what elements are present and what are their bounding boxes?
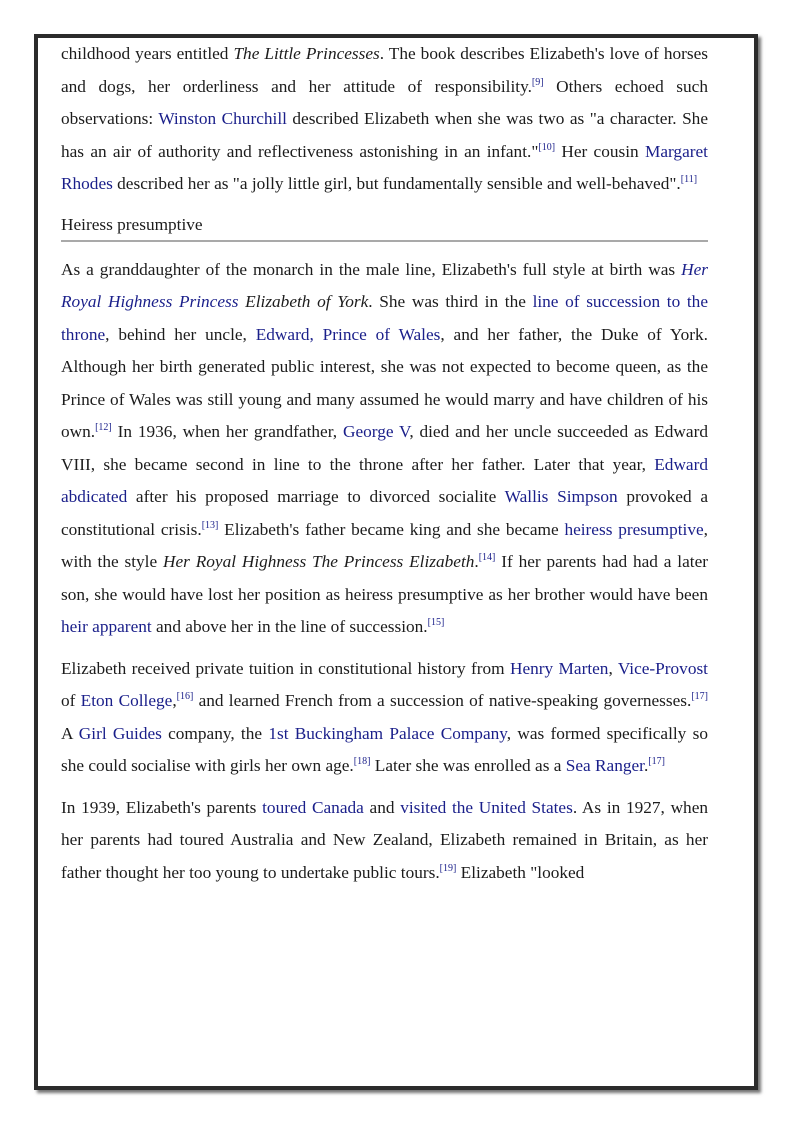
- text: In 1939, Elizabeth's parents: [61, 797, 263, 817]
- citation-17[interactable]: [17]: [691, 691, 708, 703]
- text: Others echoed such observations:: [61, 76, 708, 128]
- link-visited-united-states[interactable]: visited the United States: [400, 797, 573, 817]
- text: .: [474, 552, 479, 571]
- text: provoked a constitutional crisis.: [61, 487, 708, 539]
- paragraph-childhood: [61, 38, 708, 201]
- link-edward-prince-of-wales[interactable]: Edward, Prince of Wales: [255, 324, 441, 344]
- text: , and her father, the Duke of York. Although her birth generated public interest, she was not expected to become queen, as the Prince of Wales was still young and many assumed he would marry and have children of his own.: [61, 324, 708, 441]
- link-toured-canada[interactable]: toured Canada: [262, 797, 364, 817]
- link-george-v[interactable]: George V: [342, 422, 410, 441]
- text: Her cousin: [555, 141, 645, 161]
- link-heiress-presumptive[interactable]: heiress presumptive: [564, 519, 704, 539]
- citation-10[interactable]: [10]: [538, 141, 556, 153]
- text: As a granddaughter of the monarch in the male line, Elizabeth's full style at birth was: [61, 259, 682, 279]
- text: A: [61, 723, 79, 743]
- text: . The book describes Elizabeth's love of horses and dogs, her orderliness and her attitude of responsibility.: [61, 44, 708, 96]
- text: .: [643, 756, 649, 775]
- text: , behind her uncle,: [105, 324, 256, 344]
- citation-14[interactable]: [14]: [478, 552, 496, 564]
- article-body: [61, 38, 708, 898]
- text: If her parents had had a later son, she would have lost her position as heiress presumptive as her brother would have been: [61, 552, 708, 604]
- paragraph-heiress: [61, 254, 708, 644]
- text: and learned French from a succession of native-speaking governesses.: [193, 691, 692, 710]
- link-heir-apparent[interactable]: heir apparent: [61, 617, 152, 636]
- link-hrh-princess[interactable]: Her Royal Highness Princess: [61, 259, 708, 311]
- citation-18[interactable]: [18]: [353, 756, 371, 768]
- text: . She was third in the: [368, 292, 533, 311]
- text: of: [61, 691, 81, 710]
- citation-12[interactable]: [12]: [95, 422, 112, 434]
- link-vice-provost[interactable]: Vice-Provost: [617, 658, 708, 678]
- link-line-of-succession[interactable]: line of succession to the throne: [61, 292, 708, 344]
- citation-11[interactable]: [11]: [680, 174, 698, 186]
- citation-16[interactable]: [16]: [176, 691, 194, 703]
- link-sea-ranger[interactable]: Sea Ranger: [565, 756, 644, 775]
- paragraph-1939-tour: [61, 792, 708, 890]
- text: Elizabeth's father became king and she became: [218, 519, 565, 539]
- text: , was formed specifically so she could socialise with girls her own age.: [61, 723, 708, 775]
- paragraph-education: [61, 653, 708, 783]
- link-eton-college[interactable]: Eton College: [80, 691, 173, 710]
- link-1st-buckingham-palace-company[interactable]: 1st Buckingham Palace Company: [268, 723, 507, 743]
- style-name: Elizabeth of York: [245, 292, 369, 311]
- text: described Elizabeth when she was two as "a character. She has an air of authority and reflectiveness astonishing in an infant.": [61, 109, 708, 161]
- text: ,: [172, 691, 177, 710]
- text: after his proposed marriage to divorced socialite: [127, 487, 505, 506]
- citation-19[interactable]: [19]: [439, 862, 457, 874]
- citation-17[interactable]: [17]: [648, 756, 665, 768]
- section-heading: Heiress presumptive: [61, 210, 708, 242]
- link-wallis-simpson[interactable]: Wallis Simpson: [504, 487, 618, 506]
- text: , died and her uncle succeeded as Edward VIII, she became second in line to the throne after her father. Later that year,: [61, 422, 708, 474]
- text: described her as "a jolly little girl, but fundamentally sensible and well-behaved".: [112, 174, 681, 193]
- link-henry-marten[interactable]: Henry Marten: [509, 658, 609, 678]
- text: . As in 1927, when her parents had toured Australia and New Zealand, Elizabeth remained in Britain, as her father thought her too young to undertake public tours.: [61, 797, 708, 882]
- text: company, the: [161, 723, 269, 743]
- text: and above her in the line of succession.: [151, 617, 428, 636]
- citation-9[interactable]: [9]: [531, 76, 544, 88]
- text: childhood years entitled: [61, 44, 234, 63]
- link-edward-abdicated[interactable]: Edward abdicated: [61, 454, 708, 506]
- text: In 1936, when her grandfather,: [111, 422, 343, 441]
- link-winston-churchill[interactable]: Winston Churchill: [158, 109, 287, 128]
- text: Elizabeth "looked: [456, 862, 585, 882]
- text: , with the style: [61, 519, 708, 571]
- link-girl-guides[interactable]: Girl Guides: [78, 723, 162, 743]
- text: Elizabeth received private tuition in constitutional history from: [61, 658, 510, 678]
- text: and: [363, 797, 401, 817]
- style-name: Her Royal Highness The Princess Elizabeth: [162, 552, 475, 571]
- text: ,: [608, 658, 618, 678]
- link-margaret-rhodes[interactable]: Margaret Rhodes: [61, 141, 708, 193]
- book-title: The Little Princesses: [233, 44, 380, 63]
- citation-15[interactable]: [15]: [427, 617, 445, 629]
- text: Later she was enrolled as a: [370, 756, 566, 775]
- citation-13[interactable]: [13]: [201, 519, 219, 531]
